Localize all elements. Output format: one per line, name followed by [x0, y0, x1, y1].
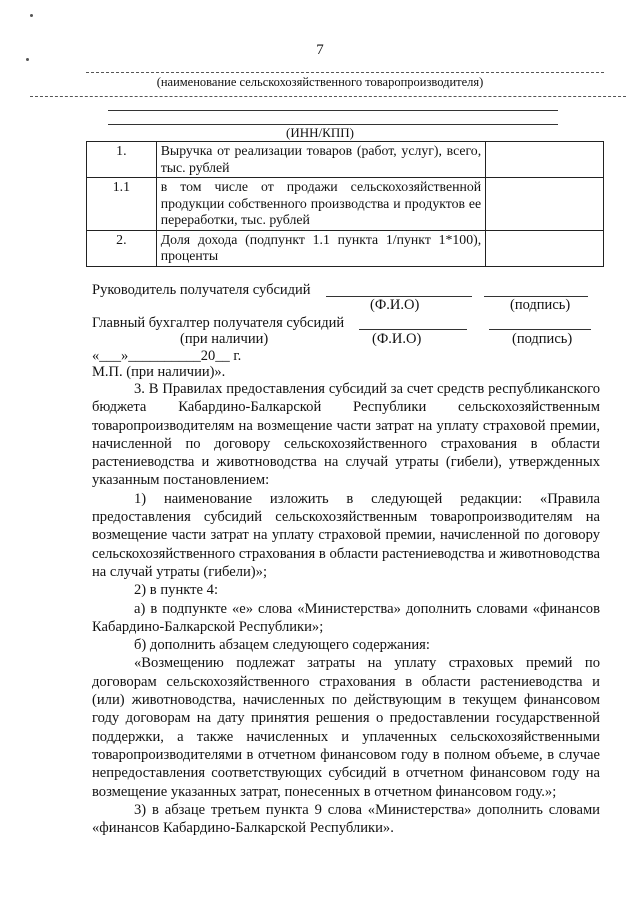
- paragraph: 3) в абзаце третьем пункта 9 слова «Министерства» дополнить словами «финансов Кабардино-Балкарской Республики».: [92, 801, 600, 837]
- paragraph: «Возмещению подлежат затраты на уплату страховых премий по договорам сельскохозяйственного страхования в области растениеводства и (или) животноводства, начисленных по действующим в текущем финансовом году договорам на дату принятия решения о предоставлении государственной поддержки, а также начисленных и уплаченных сельскохозяйственными товаропроизводителями в отчетном финансовом году в полном объеме, в случае непредоставления соответствующих субсидий в отчетном финансовом году на возмещение указанных затрат, понесенных в отчетном финансовом году.»;: [92, 655, 600, 800]
- row-indicator: Доля дохода (подпункт 1.1 пункта 1/пункт 1*100), проценты: [156, 230, 485, 266]
- if-any-caption: (при наличии): [180, 331, 269, 347]
- row-number: 1.1: [87, 178, 157, 231]
- accountant-fio-caption: (Ф.И.О): [372, 331, 422, 347]
- producer-name-line-2: [108, 110, 558, 111]
- row-number: 2.: [87, 230, 157, 266]
- inn-caption: (ИНН/КПП): [286, 125, 354, 140]
- accountant-sign-line: [489, 329, 591, 330]
- table-row: [87, 178, 604, 231]
- producer-name-caption: (наименование сельскохозяйственного товаропроизводителя): [156, 75, 484, 89]
- paragraph: 3. В Правилах предоставления субсидий за счет средств республиканского бюджета Кабардино-Балкарской Республики сельскохозяйственным товаропроизводителям на возмещение части затрат на уплату страховой премии, начисленной по договору сельскохозяйственного страхования в области растениеводства и животноводства на случай утраты (гибели), утвержденных указанным постановлением:: [92, 381, 600, 489]
- row-value: [486, 142, 604, 178]
- header-dashed-rule: [86, 72, 604, 73]
- paragraph: 1) наименование изложить в следующей редакции: «Правила предоставления субсидий сельскохозяйственным товаропроизводителям на возмещение части затрат на уплату страховой премии, начисленной по договору сельскохозяйственного страхования в области растениеводства и животноводства на случай утраты (гибели)»;: [92, 490, 600, 580]
- producer-name-line: [30, 96, 626, 97]
- accountant-fio-line: [359, 329, 467, 330]
- page-number: 7: [316, 42, 324, 58]
- row-value: [486, 230, 604, 266]
- scan-speck: [30, 14, 33, 17]
- row-indicator: в том числе от продажи сельскохозяйственной продукции собственного производства и продуктов ее переработки, тыс. рублей: [156, 178, 485, 231]
- row-number: 1.: [87, 142, 157, 178]
- seal-note: М.П. (при наличии)».: [92, 364, 226, 380]
- table-row: [87, 230, 604, 266]
- paragraph: б) дополнить абзацем следующего содержания:: [134, 637, 430, 654]
- head-fio-caption: (Ф.И.О): [370, 297, 420, 313]
- paragraph: а) в подпункте «е» слова «Министерства» дополнить словами «финансов Кабардино-Балкарской Республики»;: [92, 600, 600, 635]
- paragraph: 2) в пункте 4:: [134, 582, 219, 599]
- head-sign-caption: (подпись): [510, 297, 571, 313]
- date-line: «___»__________20__ г.: [92, 348, 242, 364]
- table-row: [87, 142, 604, 178]
- accountant-sign-caption: (подпись): [512, 331, 573, 347]
- amendment-text: [92, 380, 600, 837]
- accountant-label: Главный бухгалтер получателя субсидий: [92, 315, 345, 331]
- indicators-table: [86, 141, 604, 267]
- row-value: [486, 178, 604, 231]
- row-indicator: Выручка от реализации товаров (работ, услуг), всего, тыс. рублей: [156, 142, 485, 178]
- head-label: Руководитель получателя субсидий: [92, 282, 311, 298]
